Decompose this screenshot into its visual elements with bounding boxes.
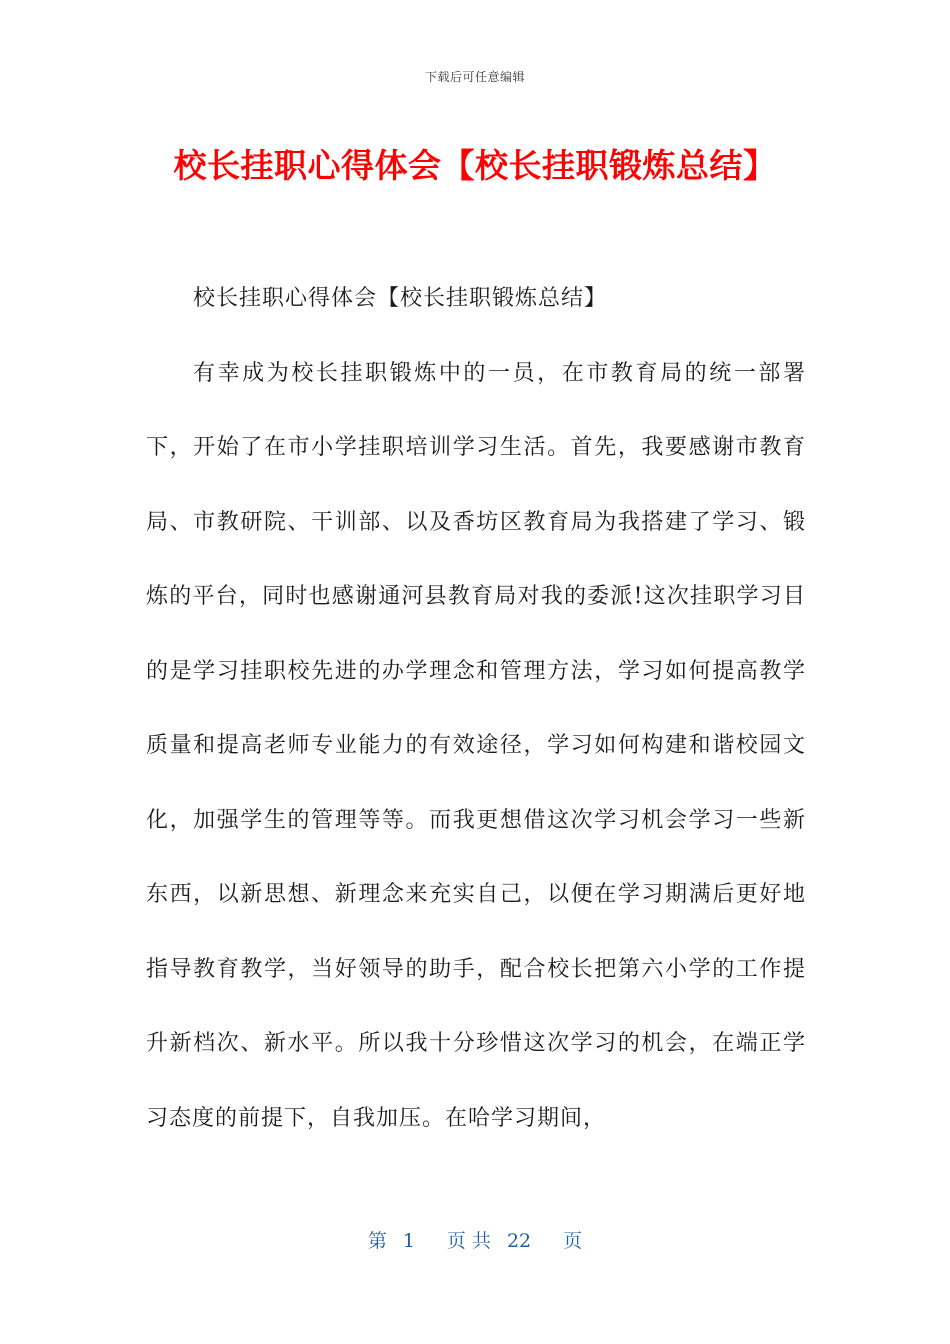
page-footer [0,1226,950,1253]
footer-total-pages: 22 [506,1230,532,1252]
footer-current-page: 1 [402,1230,415,1252]
paragraph-body: 有幸成为校长挂职锻炼中的一员，在市教育局的统一部署下，开始了在市小学挂职培训学习生活。首先，我要感谢市教育局、市教研院、干训部、以及香坊区教育局为我搭建了学习、锻炼的平台，同时也感谢通河县教育局对我的委派!这次挂职学习目的是学习挂职校先进的办学理念和管理方法，学习如何提高教学质量和提高老师专业能力的有效途径，学习如何构建和谐校园文化，加强学生的管理等等。而我更想借这次学习机会学习一些新东西，以新思想、新理念来充实自己，以便在学习期满后更好地指导教育教学，当好领导的助手，配合校长把第六小学的工作提升新档次、新水平。所以我十分珍惜这次学习的机会，在端正学习态度的前提下，自我加压。在哈学习期间， [146,360,806,1131]
footer-middle: 页 共 [446,1230,491,1252]
footer-suffix: 页 [563,1230,583,1252]
footer-prefix: 第 [367,1230,387,1252]
document-body [146,262,806,1156]
paragraph-subtitle: 校长挂职心得体会【校长挂职锻炼总结】 [193,286,608,311]
document-title: 校长挂职心得体会【校长挂职锻炼总结】 [173,146,777,185]
header-note: 下载后可任意编辑 [424,70,525,84]
